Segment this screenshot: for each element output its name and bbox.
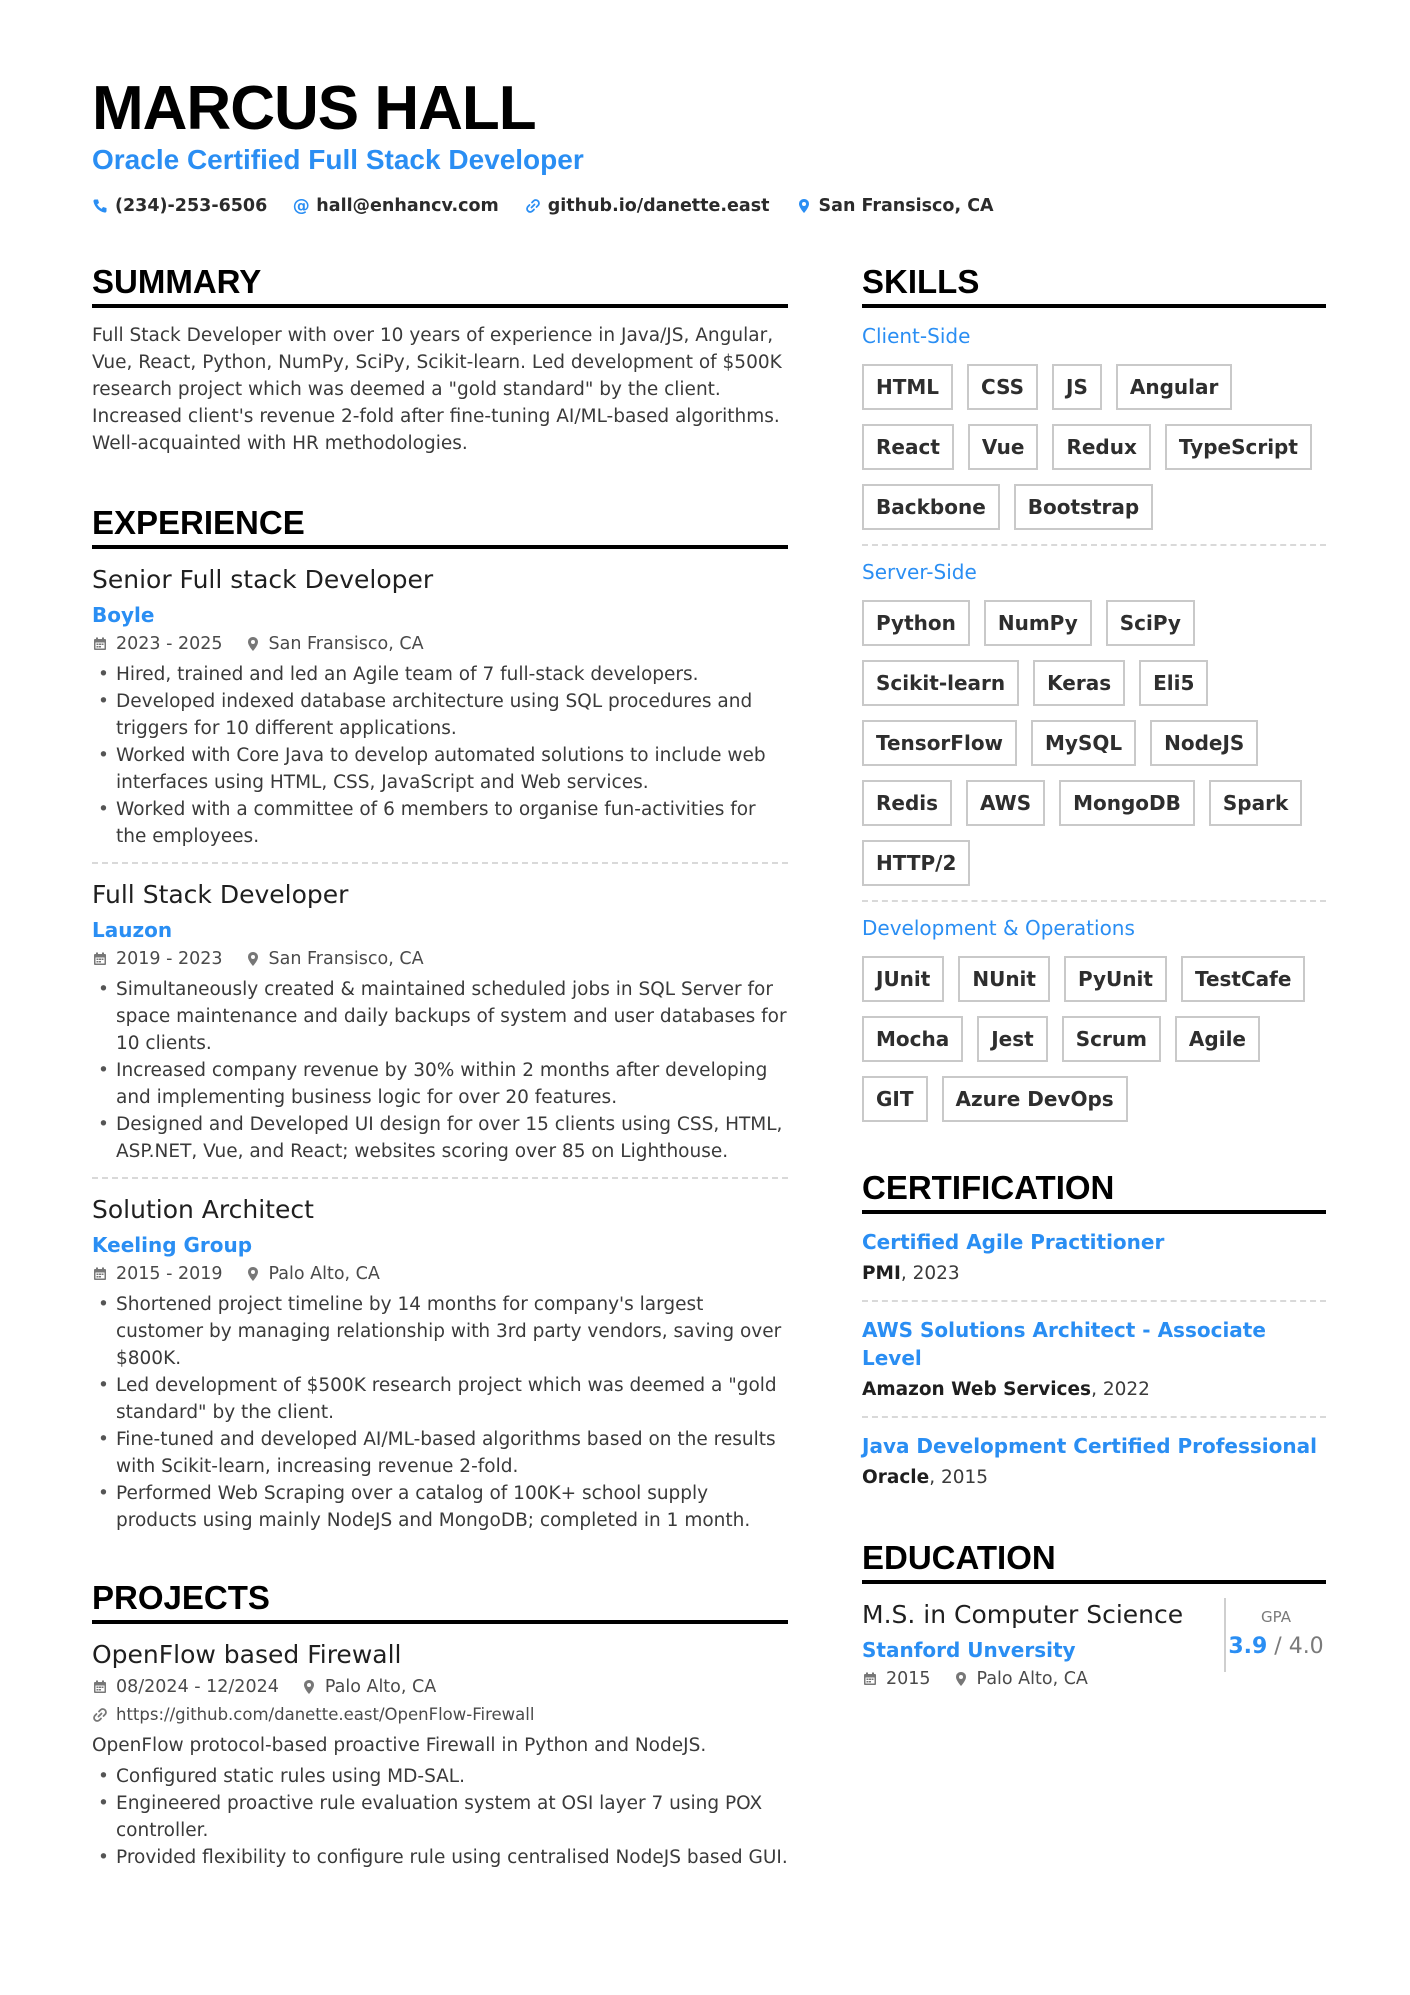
skills-heading: SKILLS [862,262,1326,308]
job-bullets [92,661,788,850]
project-meta [92,1674,788,1700]
location-pin-icon [796,198,812,214]
bullet-item: • Worked with a committee of 6 members to organise fun-activities for the employees. [92,796,788,850]
school-name: Stanford Unversity [862,1638,1076,1662]
skill-chip: GIT [862,1076,928,1122]
skill-chip: Jest [977,1016,1047,1062]
bullet-item: • Shortened project timeline by 14 months for company's largest customer by managing relationship with 3rd party vendors, saving over $800K. [92,1291,788,1372]
issue-year: , 2015 [929,1467,989,1488]
skill-chip: Azure DevOps [942,1076,1128,1122]
link-icon [525,198,541,214]
project-description: OpenFlow protocol-based proactive Firewall in Python and NodeJS. [92,1735,707,1756]
divider [92,1177,788,1179]
job-title: Full Stack Developer [92,880,349,909]
skill-chips-devops [862,956,1326,1122]
projects-section [92,1578,788,1871]
project-link[interactable]: https://github.com/danette.east/OpenFlow-Firewall [116,1705,535,1724]
job-bullets [92,1291,788,1534]
skill-chip: Vue [968,424,1039,470]
skill-chip: PyUnit [1064,956,1167,1002]
company-name: Boyle [92,603,155,627]
certification-name: Certified Agile Practitioner [862,1230,1165,1254]
job-dates: 2023 - 2025 [116,634,223,654]
project-location: Palo Alto, CA [324,1677,437,1697]
project-title: OpenFlow based Firewall [92,1640,402,1669]
bullet-item: • Provided flexibility to configure rule using centralised NodeJS based GUI. [92,1844,788,1871]
skill-chip: Redis [862,780,952,826]
skill-chip: Scrum [1062,1016,1161,1062]
skill-chip: HTTP/2 [862,840,970,886]
gpa-max: / 4.0 [1267,1634,1324,1659]
job-location: San Fransisco, CA [268,949,424,969]
bullet-item: • Led development of $500K research project which was deemed a "gold standard" by the client. [92,1372,788,1426]
location-pin-icon [245,636,261,652]
phone-icon [92,198,108,214]
bullet-item: • Engineered proactive rule evaluation system at OSI layer 7 using POX controller. [92,1790,788,1844]
skill-chip: Mocha [862,1016,963,1062]
skills-section [862,262,1326,1122]
issue-year: , 2023 [900,1263,960,1284]
skill-chip: NodeJS [1150,720,1258,766]
education-section [862,1538,1326,1692]
skill-chip: MySQL [1031,720,1136,766]
contact-website[interactable] [525,196,770,216]
bullet-item: • Fine-tuned and developed AI/ML-based algorithms based on the results with Scikit-learn, increasing revenue 2-fold. [92,1426,788,1480]
bullet-item: • Configured static rules using MD-SAL. [92,1763,788,1790]
certification-entry [862,1316,1326,1404]
divider [862,544,1326,546]
candidate-name: MARCUS HALL [92,74,536,143]
location-pin-icon [245,1266,261,1282]
education-year: 2015 [886,1669,931,1689]
job-location: San Fransisco, CA [268,634,424,654]
skill-chip: Keras [1033,660,1125,706]
skill-chip: Spark [1209,780,1302,826]
skill-chip: Scikit-learn [862,660,1019,706]
skill-chip: CSS [967,364,1038,410]
skill-chip: AWS [966,780,1045,826]
skill-chip: NumPy [984,600,1092,646]
bullet-item: • Designed and Developed UI design for over 15 clients using CSS, HTML, ASP.NET, Vue, and React; websites scoring over 85 on Lighthouse. [92,1111,788,1165]
contact-phone[interactable] [92,196,267,216]
bullet-item: • Hired, trained and led an Agile team of 7 full-stack developers. [92,661,788,688]
calendar-icon [862,1671,878,1687]
gpa-box [1224,1598,1326,1672]
certification-name: Java Development Certified Professional [862,1434,1317,1458]
skill-chip: Agile [1175,1016,1260,1062]
experience-entry [92,1193,788,1534]
education-heading: EDUCATION [862,1538,1326,1584]
gpa-score: 3.9 [1228,1634,1268,1659]
project-link-row[interactable] [92,1702,788,1728]
skill-chip: HTML [862,364,953,410]
bullet-item: • Developed indexed database architecture using SQL procedures and triggers for 10 different applications. [92,688,788,742]
gpa-value [1226,1634,1326,1659]
bullet-item: • Worked with Core Java to develop automated solutions to include web interfaces using HTML, CSS, JavaScript and Web services. [92,742,788,796]
bullet-item: • Simultaneously created & maintained scheduled jobs in SQL Server for space maintenance and daily backups of system and user databases for 10 clients. [92,976,788,1057]
issue-year: , 2022 [1091,1379,1150,1400]
location-pin-icon [245,951,261,967]
gpa-label: GPA [1261,1608,1291,1626]
skill-chip: TensorFlow [862,720,1017,766]
calendar-icon [92,636,108,652]
phone-text: (234)-253-6506 [115,196,268,216]
experience-entry [92,563,788,850]
skill-chip: Backbone [862,484,1000,530]
certification-issuer [862,1260,1326,1288]
issuer-name: PMI [862,1263,901,1284]
skill-chip: TypeScript [1165,424,1312,470]
issuer-name: Oracle [862,1467,930,1488]
certification-name: AWS Solutions Architect - Associate Level [862,1318,1266,1370]
job-dates: 2019 - 2023 [116,949,223,969]
certification-section [862,1168,1326,1492]
calendar-icon [92,951,108,967]
project-bullets [92,1763,788,1871]
job-meta [92,631,788,657]
job-bullets [92,976,788,1165]
skill-chip: SciPy [1106,600,1195,646]
calendar-icon [92,1266,108,1282]
certification-entry [862,1228,1326,1288]
skill-chip: Eli5 [1139,660,1208,706]
project-dates: 08/2024 - 12/2024 [116,1677,279,1697]
job-title: Senior Full stack Developer [92,565,434,594]
skill-chip: Angular [1116,364,1233,410]
link-icon [92,1707,108,1723]
skill-chip: MongoDB [1059,780,1195,826]
skill-chip: JS [1052,364,1102,410]
location-text: San Fransisco, CA [818,196,994,216]
certification-heading: CERTIFICATION [862,1168,1326,1214]
projects-heading: PROJECTS [92,1578,788,1624]
company-name: Lauzon [92,918,173,942]
location-pin-icon [301,1679,317,1695]
job-meta [92,946,788,972]
divider [862,1300,1326,1302]
calendar-icon [92,1679,108,1695]
summary-text: Full Stack Developer with over 10 years of experience in Java/JS, Angular, Vue, React, Python, NumPy, SciPy, Scikit-learn. Led development of $500K research project which was deemed a "gold standard" by the client. Increased client's revenue 2-fold after fine-tuning AI/ML-based algorithms. Well-acquainted with HR methodologies. [92,325,782,454]
job-dates: 2015 - 2019 [116,1264,223,1284]
website-text: github.io/danette.east [547,196,770,216]
skill-chip: TestCafe [1181,956,1305,1002]
experience-section [92,503,788,1534]
bullet-item: • Increased company revenue by 30% within 2 months after developing and implementing business logic for over 20 features. [92,1057,788,1111]
skill-chips-server [862,600,1326,886]
contact-bar [92,196,994,216]
summary-heading: SUMMARY [92,262,788,308]
divider [862,1416,1326,1418]
education-entry [862,1598,1326,1692]
experience-heading: EXPERIENCE [92,503,788,549]
issuer-name: Amazon Web Services [862,1379,1092,1400]
certification-issuer [862,1464,1326,1492]
education-location: Palo Alto, CA [976,1669,1088,1689]
contact-email[interactable] [293,196,498,216]
skill-category-server: Server-Side [862,560,977,584]
candidate-title: Oracle Certified Full Stack Developer [92,144,584,175]
skill-chip: Python [862,600,970,646]
certification-entry [862,1432,1326,1492]
skill-chip: Redux [1052,424,1150,470]
location-pin-icon [953,1671,969,1687]
skill-category-devops: Development & Operations [862,916,1135,940]
skill-chip: Bootstrap [1014,484,1153,530]
degree-name: M.S. in Computer Science [862,1600,1184,1629]
skill-chip: JUnit [862,956,944,1002]
summary-section [92,262,788,457]
skill-chip: React [862,424,954,470]
divider [92,862,788,864]
company-name: Keeling Group [92,1233,253,1257]
job-location: Palo Alto, CA [268,1264,380,1284]
divider [862,900,1326,902]
skill-chips-client [862,364,1326,530]
at-icon: @ [292,196,310,216]
skill-chip: NUnit [958,956,1050,1002]
right-column [862,262,1326,1692]
skill-category-client: Client-Side [862,324,971,348]
left-column [92,262,788,1871]
bullet-item: • Performed Web Scraping over a catalog of 100K+ school supply products using mainly NodeJS and MongoDB; completed in 1 month. [92,1480,788,1534]
contact-location [796,196,994,216]
certification-issuer [862,1376,1326,1404]
email-text: hall@enhancv.com [316,196,499,216]
experience-entry [92,878,788,1165]
job-meta [92,1261,788,1287]
job-title: Solution Architect [92,1195,314,1224]
